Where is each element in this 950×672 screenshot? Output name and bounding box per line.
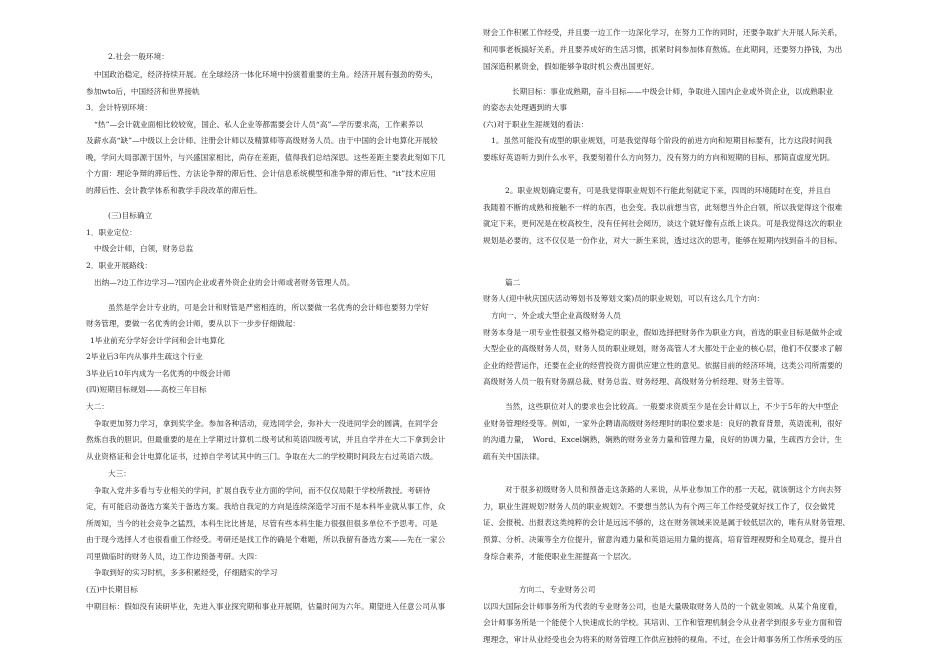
left-line-15: 财务管理，要做一名优秀的会计师，要从以下一步步仔细做起： [86, 319, 301, 328]
left-line-10: 1．职业定位： [86, 228, 137, 237]
right-line-19: 当然，这些职位对人的要求也会比较高。一般要求资质至少是在会计师以上，不少于5年的大中型企 [505, 402, 839, 411]
left-line-30: 争取到好的实习时机，多多积累经受，仔细踏实的学习 [94, 568, 278, 577]
right-line-3: 长期目标：事业成熟期，奋斗目标——中级会计师，争取进入国内企业或外资企业，以成熟职业 [512, 87, 834, 96]
left-line-14: 虽然是学会计专业的，可是会计和财管是严密相连的，所以要做一名优秀的会计师也要努力学好 [108, 303, 430, 312]
left-line-21: 争取更加努力学习，拿到奖学金。参加各种活动，竞选同学会，弥补大一没进同学会的圆满，在同学会 [94, 419, 438, 428]
left-line-19: (四)短期目标规划——高校三年目标 [86, 385, 207, 394]
right-line-21: 的沟通力量， Word、Excel娴熟，娴熟的财务业务力量和管理力量，良好的协调力量，生疏西方会计，生 [483, 435, 843, 444]
left-line-25: 争取入党并多看与专业相关的学问，扩展自我专业方面的学问，而不仅仅局限于学校所教授。考研待 [94, 486, 431, 495]
left-line-23: 从业资格证和会计电算化证书，过掉自学考试其中的三门。争取在大二的学校期时间段左右过英语六级。 [86, 452, 438, 461]
left-line-11: 中级会计师，白领，财务总监 [94, 244, 194, 253]
right-line-1: 和同事老板搞好关系，并且要养成好的生活习惯，抓紧时间参加体育熬炼。在此期间，还要努力挣钱，为出 [483, 45, 843, 54]
left-line-4: “热”—会计就业面相比较较宽，国企、私人企业等都需要会计人员“高”—学历要求高，工作素养以 [94, 120, 424, 129]
right-line-15: 财务本身是一项专业性很强又格外稳定的职业，假如选择把财务作为职业方向，首选的职业目标是做外企或 [483, 328, 843, 337]
left-line-28: 由于现今选择人才也很看重工作经受。考研还是找工作的确是个难题，所以我留有备选方案——先在一家公 [86, 535, 446, 544]
left-line-16: 1毕业前充分学好会计学问和会计电算化 [90, 336, 225, 345]
right-line-11: 规划是必要的，这不仅仅是一份作业，对大一新生来说，透过这次的思考，能够在短期内找到奋斗的目标。 [483, 236, 843, 245]
left-line-18: 3毕业后10年内成为一名优秀的中级会计师 [86, 369, 231, 378]
right-line-4: 的姿态去处理遇到的大事 [483, 103, 568, 112]
right-line-2: 国深造积累资金，假如能够争取时机公费出国更好。 [483, 62, 659, 71]
left-line-20: 大二： [86, 402, 109, 411]
left-line-12: 2．职业开展路线： [86, 261, 153, 270]
left-line-3: 3．会计特别环境： [86, 103, 153, 112]
left-line-7: 个方面：理论争辩的滞后性、方法论争辩的滞后性、会计信息系统模型和准争辩的滞后性、“it”技术应用 [86, 169, 436, 178]
right-line-5: (六)对于职业生涯规划的看法： [483, 120, 589, 129]
left-line-13: 出纳—?边工作边学习—?国内企业或者外资企业的会计师或者财务管理人员。 [94, 278, 355, 287]
right-line-22: 疏有关中国法律。 [483, 452, 545, 461]
left-line-31: (五)中长期目标 [86, 585, 138, 594]
right-line-17: 企业的经营运作，还要在企业的经营投资方面供应建立性的意见。依据目前的经济环境，这类公司所需要的 [483, 361, 843, 370]
right-line-16: 大型企业的高级财务人员，财务人员的职业规划，财务高管人才大都处于企业的核心层，他们不仅要求了解 [483, 344, 843, 353]
right-line-31: 理理念，审计从业经受也会为将来的财务管理工作供应独特的视角。不过，在会计师事务所工作所承受的压 [483, 635, 843, 644]
left-line-32: 中期目标：假如没有读研毕业，先进入事业探究期和事业开展期，估量时间为六年。期望进入任意公司从事 [86, 602, 446, 611]
right-line-12: 篇二 [505, 278, 521, 287]
right-line-0: 财会工作积累工作经受，并且要一边工作一边深化学习，在努力工作的同时，还要争取扩大开展人际关系， [483, 28, 843, 37]
right-line-27: 身综合素养，才能使职业生涯提高一个层次。 [483, 552, 636, 561]
left-line-9: (三)目标确立 [108, 211, 153, 220]
left-line-27: 所周知，当今的社会竞争之猛烈，本科生比比皆是，尽管有些本科生能力很强但很多单位不予思考。可是 [86, 519, 438, 528]
left-line-22: 熬炼自我的胆识。但最重要的是在上学期过计算机二级考试和英语四级考试，并且自学并在大二下拿到会计 [86, 435, 446, 444]
right-line-8: 2。职业规划确定要有，可是我觉得职业规划不行能此刻就定下来，四周的环境随时在变，并且自 [505, 186, 831, 195]
right-line-28: 方向二、专业财务公司 [519, 585, 596, 594]
right-line-6: 1。虽然可能没有成型的职业规划，可是我觉得每个阶段的前进方向和短期目标要有，比方这段时间我 [491, 136, 833, 145]
right-line-9: 我随着不断的成熟和接触不一样的东西，也会变。我以前想当官，此刻想当外企白领，所以我觉得这个很难 [483, 203, 843, 212]
right-line-24: 力，职业生涯规划?财务人员的职业规划?。不要想当然认为有个两三年工作经受就好找工作了，仅会做凭 [483, 502, 836, 511]
left-line-1: 中国政治稳定，经济持续开展。在全球经济一体化环境中扮演着重要的主角。经济开展有强劲的势头， [94, 70, 438, 79]
right-line-30: 会计师事务所是一个能使个人快速成长的学校。其培训、工作和管理机制会令从业者学到很多专业方面和管 [483, 618, 843, 627]
right-line-18: 高级财务人员一般有财务副总裁、财务总监、财务经理、高级财务分析经理、财务主管等。 [483, 377, 789, 386]
left-line-2: 参加wto后，中国经济和世界接轨 [86, 87, 200, 96]
left-line-8: 的滞后性、会计教学体系和教学手段改革的滞后性。 [86, 186, 262, 195]
left-line-6: 晚，学问大局部源于国外，与兴盛国家相比，尚存在差距，值得我们总结深思。这些差距主要表此刻如下几 [86, 153, 446, 162]
right-line-20: 业财务管理经受等。例如，一家外企聘请高级财务经理时的职位要求是：良好的教育背景，英语流利，很好 [483, 419, 843, 428]
left-line-0: 2.社会一般环境： [108, 52, 169, 61]
left-line-26: 定，有可能启动备选方案关于备选方案。我给自我定的方向是连续深造学习而不是本科毕业就从事工作，众 [86, 502, 446, 511]
right-line-14: 方向一、外企或大型企业高级财务人员 [491, 311, 621, 320]
left-line-5: 及薪水高“缺”—中级以上会计师、注册会计师以及精算师等高级财务人员。由于中国的会计电算化开展较 [86, 136, 438, 145]
right-line-13: 财务人(迎中秋庆国庆活动筹划书及筹划文案)员的职业规划，可以有这么几个方向： [483, 294, 765, 303]
right-line-29: 以四大国际会计师事务所为代表的专业财务公司，也是大量吸取财务人员的一个就业领域。从某个角度看， [483, 602, 843, 611]
right-line-7: 要练好英语听力到什么水平，我要刻着什么方向努力，没有努力的方向和短期的目标，那简直虚度光阴。 [483, 153, 835, 162]
left-line-17: 2毕业后3年内从事并生疏这个行业 [86, 352, 203, 361]
right-line-25: 证、会报税、出报表这类纯粹的会计是远远不够的，这在财务领域来说是属于较低层次的，唯有从财务管理、 [483, 518, 850, 527]
right-line-26: 预算、分析、决策等全方位提升，留意沟通力量和英语运用力量的提高，培育管理视野和全局观念，提升自 [483, 535, 843, 544]
left-line-24: 大三： [108, 469, 131, 478]
right-line-10: 就定下来，更何况是在校高校生，没有任何社会阅历，谈这个就好像有点纸上谈兵。可是我觉得这次的职业 [483, 219, 843, 228]
left-line-29: 司里做临时的财务人员，边工作边预备考研。大四： [86, 552, 262, 561]
right-line-23: 对于很多初级财务人员和预备走这条路的人来说，从毕业参加工作的那一天起，就该朝这个方向去努 [505, 485, 842, 494]
